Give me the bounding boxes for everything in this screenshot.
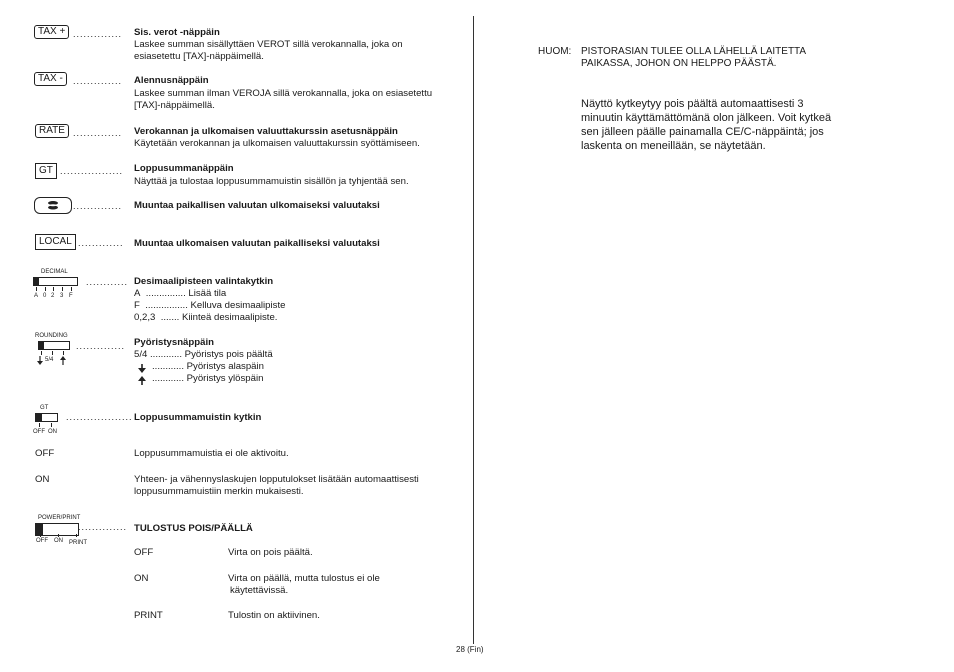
- decimal-tick: [45, 287, 46, 291]
- power-pos-off: OFF: [36, 538, 48, 544]
- auto-off-line-1: Näyttö kytkeytyy pois päältä automaattisesti 3: [581, 98, 804, 110]
- leader-dots: ..................: [60, 166, 124, 176]
- rounding-row-text: ............ Pyöristys pois päältä: [150, 349, 273, 360]
- rounding-title: Pyöristysnäppäin: [134, 337, 214, 348]
- gt-on-text-1: Yhteen- ja vähennyslaskujen lopputulokset lisätään automaattisesti: [134, 474, 419, 485]
- power-off-key: OFF: [134, 547, 154, 558]
- decimal-pos-a: A: [34, 293, 39, 299]
- leader-dots: .............: [78, 238, 124, 248]
- decimal-pos-f: F: [69, 293, 73, 299]
- leader-dots: ..............: [76, 341, 126, 351]
- gt-switch-label: GT: [40, 405, 49, 411]
- note-line-2: PAIKASSA, JOHON ON HELPPO PÄÄSTÄ.: [581, 58, 777, 69]
- leader-dots: ..............: [73, 128, 123, 138]
- rounding-row-54: [134, 349, 273, 361]
- rate-key: RATE: [35, 124, 69, 138]
- power-tick: [58, 534, 59, 537]
- auto-off-line-4: laskenta on meneillään, se näytetään.: [581, 140, 766, 152]
- power-switch: [35, 523, 79, 536]
- decimal-switch-label: DECIMAL: [41, 269, 68, 275]
- auto-off-line-3: sen jälleen päälle painamalla CE/C-näppäintä; jos: [581, 126, 824, 138]
- currency-title: Muuntaa paikallisen valuutan ulkomaiseksi valuutaksi: [134, 200, 380, 211]
- decimal-row-a: [134, 288, 226, 300]
- decimal-title: Desimaalipisteen valintakytkin: [134, 276, 274, 287]
- power-title: TULOSTUS POIS/PÄÄLLÄ: [134, 523, 253, 534]
- decimal-row-f: [134, 300, 285, 312]
- gt-pos-off: OFF: [33, 429, 45, 435]
- rate-desc: Käytetään verokannan ja ulkomaisen valuuttakurssin syöttämiseen.: [134, 138, 420, 149]
- currency-key: [34, 197, 72, 214]
- gt-on-text-2: loppusummamuistiin merkin mukaisesti.: [134, 486, 304, 497]
- tax-minus-desc-1: Laskee summan ilman VEROJA sillä verokannalla, joka on esiasetettu: [134, 88, 433, 99]
- auto-off-line-2: minuutin käyttämättömänä olon jälkeen. Voit kytkeä: [581, 112, 832, 124]
- power-off-text: Virta on pois päältä.: [228, 547, 313, 558]
- decimal-tick: [62, 287, 63, 291]
- rounding-row-up: ............ Pyöristys ylöspäin: [152, 373, 264, 384]
- power-on-key: ON: [134, 573, 149, 584]
- decimal-row-key: A: [134, 288, 141, 299]
- decimal-pos-2: 2: [51, 293, 55, 299]
- local-title: Muuntaa ulkomaisen valuutan paikalliseksi valuutaksi: [134, 238, 380, 249]
- decimal-switch-knob: [34, 278, 39, 285]
- gt-desc: Näyttää ja tulostaa loppusummamuistin sisällön ja tyhjentää sen.: [134, 176, 409, 187]
- tax-plus-key: TAX +: [34, 25, 69, 39]
- gt-off-text: Loppusummamuistia ei ole aktivoitu.: [134, 448, 289, 459]
- power-pos-print: PRINT: [69, 540, 87, 546]
- leader-dots: ..............: [73, 201, 123, 211]
- gt-switch: [35, 413, 58, 422]
- decimal-row-text: ................ Kelluva desimaalipiste: [145, 300, 286, 311]
- decimal-pos-3: 3: [60, 293, 64, 299]
- tax-minus-desc-2: [TAX]-näppäimellä.: [134, 100, 215, 111]
- decimal-tick: [36, 287, 37, 291]
- gt-off-key: OFF: [35, 448, 55, 459]
- decimal-switch: [33, 277, 78, 286]
- gt-title: Loppusummanäppäin: [134, 163, 234, 174]
- tax-plus-title: Sis. verot -näppäin: [134, 27, 220, 38]
- page-number: 28 (Fin): [456, 645, 484, 654]
- rounding-switch-knob: [39, 342, 44, 349]
- rounding-tick: [63, 351, 64, 355]
- tax-minus-key: TAX -: [34, 72, 67, 86]
- decimal-tick: [53, 287, 54, 291]
- power-on-text-2: käytettävissä.: [230, 585, 289, 596]
- gt-on-key: ON: [35, 474, 50, 485]
- tax-plus-desc-2: esiasetettu [TAX]-näppäimellä.: [134, 51, 264, 62]
- power-tick: [40, 534, 41, 537]
- note-label: HUOM:: [538, 46, 572, 57]
- rounding-switch-label: ROUNDING: [35, 333, 68, 339]
- local-key: LOCAL: [35, 234, 76, 250]
- column-divider: [473, 16, 474, 644]
- arrow-down-icon: [37, 356, 43, 365]
- leader-dots: ..............: [78, 522, 128, 532]
- gt-tick: [51, 423, 52, 427]
- power-pos-on: ON: [54, 538, 63, 544]
- decimal-row-key: 0,2,3: [134, 312, 156, 323]
- rounding-row-down: ............ Pyöristys alaspäin: [152, 361, 264, 372]
- rounding-switch: [38, 341, 70, 350]
- rounding-pos-54: 5/4: [45, 357, 54, 363]
- gt-pos-on: ON: [48, 429, 57, 435]
- decimal-pos-0: 0: [43, 293, 47, 299]
- decimal-row-fixed: [134, 312, 277, 324]
- gt-switch-title: Loppusummamuistin kytkin: [134, 412, 262, 423]
- currency-convert-icon: [35, 198, 71, 213]
- power-switch-label: POWER/PRINT: [38, 515, 81, 521]
- gt-switch-knob: [36, 414, 42, 421]
- tax-plus-desc-1: Laskee summan sisällyttäen VEROT sillä verokannalla, joka on: [134, 39, 403, 50]
- note-line-1: PISTORASIAN TULEE OLLA LÄHELLÄ LAITETTA: [581, 46, 807, 57]
- arrow-down-icon: [138, 364, 146, 373]
- leader-dots: ..............: [73, 29, 123, 39]
- power-on-text-1: Virta on päällä, mutta tulostus ei ole: [228, 573, 380, 584]
- decimal-row-text: ............... Lisää tila: [145, 288, 227, 299]
- decimal-tick: [71, 287, 72, 291]
- rounding-tick: [41, 351, 42, 355]
- rounding-row-key: 5/4: [134, 349, 148, 360]
- power-print-text: Tulostin on aktiivinen.: [228, 610, 320, 621]
- arrow-up-icon: [138, 376, 146, 385]
- decimal-row-text: ....... Kiinteä desimaalipiste.: [160, 312, 278, 323]
- arrow-up-icon: [60, 356, 66, 365]
- leader-dots: ..............: [73, 76, 123, 86]
- tax-minus-title: Alennusnäppäin: [134, 75, 209, 86]
- leader-dots: ............: [86, 277, 129, 287]
- gt-tick: [39, 423, 40, 427]
- power-tick: [76, 534, 77, 537]
- gt-key: GT: [35, 163, 57, 179]
- decimal-row-key: F: [134, 300, 140, 311]
- rounding-tick: [52, 351, 53, 355]
- power-print-key: PRINT: [134, 610, 163, 621]
- leader-dots: ...................: [66, 412, 133, 422]
- rate-title: Verokannan ja ulkomaisen valuuttakurssin asetusnäppäin: [134, 126, 398, 137]
